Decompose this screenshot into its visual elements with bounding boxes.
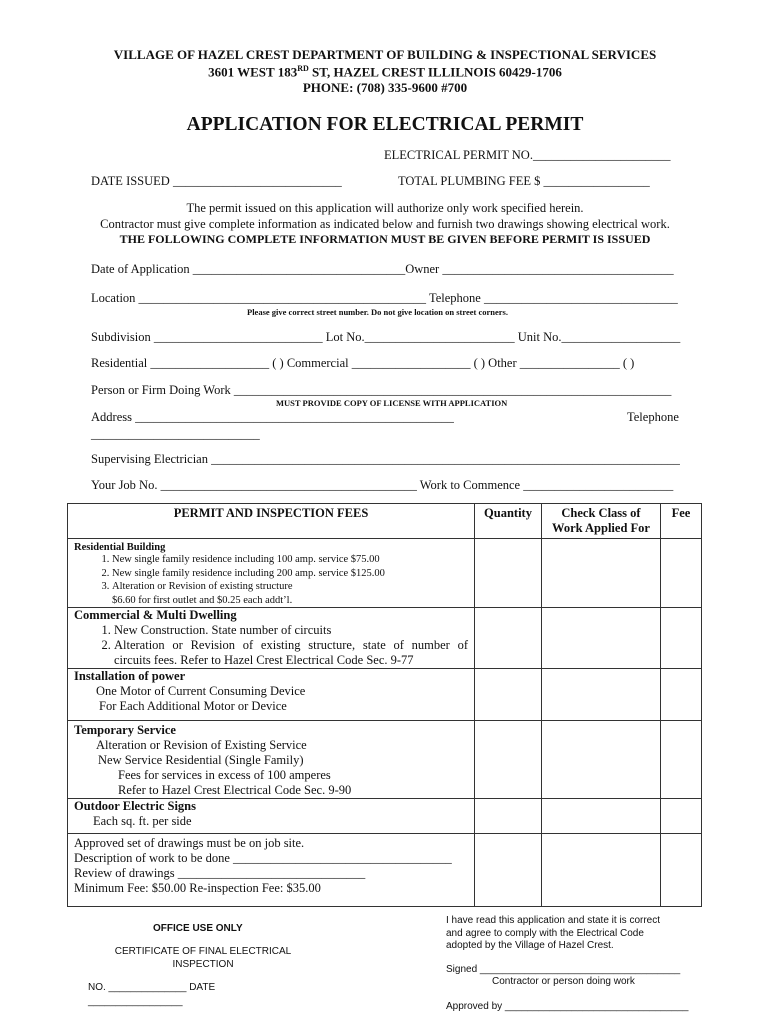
- commercial-item-2-cont: circuits fees. Refer to Hazel Crest Electrical Code Sec. 9-77: [114, 653, 414, 667]
- approved-by-field[interactable]: Approved by _________________________________: [446, 1001, 689, 1012]
- notes-description-field[interactable]: Description of work to be done ___________________________________: [74, 851, 452, 865]
- address-telephone-label: Telephone: [627, 410, 679, 424]
- declaration-line-1: I have read this application and state it is correct: [446, 915, 661, 926]
- check-class-cell[interactable]: [542, 669, 661, 721]
- temporary-cell: [68, 721, 475, 799]
- quantity-cell[interactable]: [475, 799, 542, 834]
- certificate-line-1: CERTIFICATE OF FINAL ELECTRICAL: [114, 946, 292, 957]
- check-class-header-line-1: Check Class of: [561, 506, 641, 520]
- header-address-sup: RD: [297, 64, 309, 73]
- quantity-cell[interactable]: [475, 721, 542, 799]
- header-address-post: ST, HAZEL CREST ILLILNOIS 60429-1706: [308, 64, 562, 80]
- table-header-row: [68, 504, 702, 539]
- header-line-3: PHONE: (708) 335-9600 #700: [302, 80, 468, 95]
- total-fee-field[interactable]: TOTAL PLUMBING FEE $ _________________: [398, 174, 650, 188]
- date-owner-field[interactable]: Date of Application __________________________________Owner _____________________________________: [91, 262, 674, 276]
- location-note: Please give correct street number. Do not give location on street corners.: [247, 307, 508, 317]
- certificate-date-underline[interactable]: _________________: [88, 996, 183, 1007]
- list-item: 2. New single family residence including 200 amp. service $125.00: [112, 567, 474, 581]
- table-row-commercial: [68, 608, 702, 669]
- residential-cell: [68, 539, 475, 608]
- check-class-cell[interactable]: [542, 608, 661, 669]
- person-firm-field[interactable]: Person or Firm Doing Work ______________________________________________________________________: [91, 383, 672, 397]
- power-cell: [68, 669, 475, 721]
- fee-header: Fee: [661, 504, 702, 539]
- temporary-line-2: New Service Residential (Single Family): [98, 753, 304, 767]
- table-row-residential: [68, 539, 702, 608]
- fee-cell[interactable]: [661, 608, 702, 669]
- signed-field[interactable]: Signed ____________________________________: [446, 964, 681, 975]
- permit-no-field[interactable]: ELECTRICAL PERMIT NO.______________________: [384, 148, 671, 162]
- check-class-cell[interactable]: [542, 721, 661, 799]
- location-field[interactable]: Location ______________________________________________ Telephone _______________________________: [91, 291, 678, 305]
- fees-table: [67, 503, 702, 907]
- table-row-temporary: [68, 721, 702, 799]
- list-item: 2. Alteration or Revision of existing structure, state of number of: [114, 638, 468, 653]
- commercial-cell: [68, 608, 475, 669]
- header-line-1: VILLAGE OF HAZEL CREST DEPARTMENT OF BUILDING & INSPECTIONAL SERVICES: [113, 47, 657, 62]
- signs-line-1: Each sq. ft. per side: [93, 814, 192, 828]
- fee-cell[interactable]: [661, 669, 702, 721]
- temporary-line-4: Refer to Hazel Crest Electrical Code Sec. 9-90: [118, 783, 352, 797]
- fee-cell[interactable]: [661, 539, 702, 608]
- residential-item-3-cont: $6.60 for first outlet and $0.25 each addt’l.: [112, 594, 293, 606]
- list-item: 1. New single family residence including 100 amp. service $75.00: [112, 553, 474, 567]
- table-row-signs: [68, 799, 702, 834]
- power-title: Installation of power: [74, 669, 186, 683]
- declaration-line-2: and agree to comply with the Electrical Code: [446, 928, 644, 939]
- power-line-2: For Each Additional Motor or Device: [99, 699, 287, 713]
- job-no-field[interactable]: Your Job No. _________________________________________ Work to Commence ________________________: [91, 478, 674, 492]
- certificate-no-date-field[interactable]: NO. ______________ DATE: [88, 982, 216, 993]
- notes-line-1: Approved set of drawings must be on job site.: [74, 836, 305, 850]
- table-row-notes: [68, 834, 702, 907]
- table-row-power: [68, 669, 702, 721]
- commercial-list: [74, 623, 468, 653]
- instructions-line-2: Contractor must give complete information as indicated below and furnish two drawings showing electrical work.: [100, 217, 670, 231]
- quantity-cell[interactable]: [475, 669, 542, 721]
- fee-cell[interactable]: [661, 721, 702, 799]
- temporary-line-3: Fees for services in excess of 100 amperes: [118, 768, 331, 782]
- notes-review-field[interactable]: Review of drawings ______________________________: [74, 866, 366, 880]
- instructions-line-3: THE FOLLOWING COMPLETE INFORMATION MUST BE GIVEN BEFORE PERMIT IS ISSUED: [119, 232, 651, 246]
- residential-field[interactable]: Residential ___________________ ( ) Commercial ___________________ ( ) Other ________________ ( ): [91, 356, 635, 370]
- notes-cell: [68, 834, 475, 907]
- date-issued-field[interactable]: DATE ISSUED ___________________________: [91, 174, 342, 188]
- residential-list: [74, 553, 474, 594]
- office-use-title: OFFICE USE ONLY: [153, 923, 243, 934]
- header-line-2: [0, 64, 770, 80]
- signed-caption: Contractor or person doing work: [492, 976, 635, 987]
- address-field[interactable]: Address ___________________________________________________: [91, 410, 454, 424]
- page-title: APPLICATION FOR ELECTRICAL PERMIT: [186, 114, 584, 135]
- fee-cell[interactable]: [661, 834, 702, 907]
- notes-line-4: Minimum Fee: $50.00 Re-inspection Fee: $35.00: [74, 881, 321, 895]
- address-continuation[interactable]: ___________________________: [91, 427, 260, 441]
- supervising-field[interactable]: Supervising Electrician ___________________________________________________________________________: [91, 452, 680, 466]
- license-note: MUST PROVIDE COPY OF LICENSE WITH APPLICATION: [276, 398, 508, 408]
- quantity-cell[interactable]: [475, 834, 542, 907]
- quantity-cell[interactable]: [475, 539, 542, 608]
- declaration-line-3: adopted by the Village of Hazel Crest.: [446, 940, 614, 951]
- header-address-pre: 3601 WEST 183: [208, 64, 298, 80]
- check-class-cell[interactable]: [542, 834, 661, 907]
- temporary-line-1: Alteration or Revision of Existing Service: [96, 738, 307, 752]
- fee-cell[interactable]: [661, 799, 702, 834]
- commercial-title: Commercial & Multi Dwelling: [74, 608, 237, 622]
- signs-cell: [68, 799, 475, 834]
- quantity-cell[interactable]: [475, 608, 542, 669]
- check-class-cell[interactable]: [542, 539, 661, 608]
- list-item: 3. Alteration or Revision of existing structure: [112, 580, 474, 594]
- temporary-title: Temporary Service: [74, 723, 176, 737]
- residential-title: Residential Building: [74, 542, 166, 553]
- check-class-header: [542, 504, 661, 539]
- power-line-1: One Motor of Current Consuming Device: [96, 684, 306, 698]
- quantity-header: Quantity: [475, 504, 542, 539]
- check-class-header-line-2: Work Applied For: [552, 521, 650, 535]
- list-item: 1. New Construction. State number of circuits: [114, 623, 468, 638]
- subdivision-field[interactable]: Subdivision ___________________________ Lot No.________________________ Unit No.___________________: [91, 330, 681, 344]
- instructions-line-1: The permit issued on this application will authorize only work specified herein.: [186, 201, 584, 215]
- check-class-cell[interactable]: [542, 799, 661, 834]
- signs-title: Outdoor Electric Signs: [74, 799, 196, 813]
- certificate-line-2: INSPECTION: [172, 959, 234, 970]
- fees-header: PERMIT AND INSPECTION FEES: [68, 504, 475, 539]
